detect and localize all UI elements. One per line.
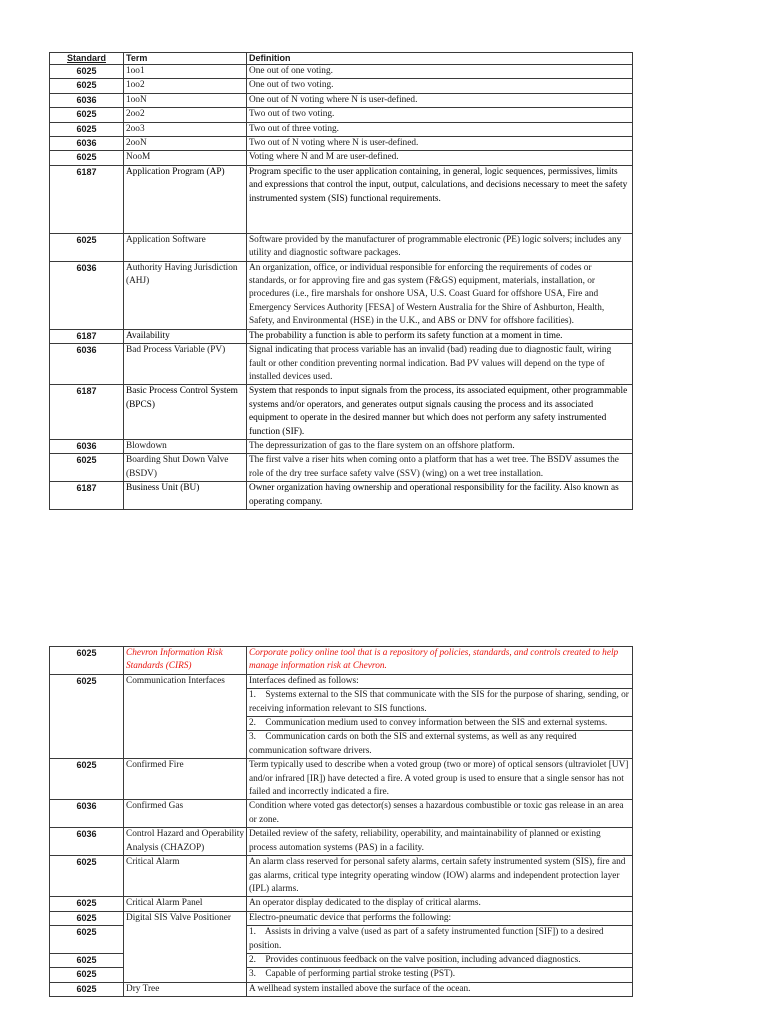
standard-cell: 6025	[50, 151, 124, 165]
table-row	[50, 329, 633, 343]
definition-cell: Two out of N voting where N is user-defined.	[247, 137, 633, 151]
term-cell: Critical Alarm Panel	[124, 897, 247, 911]
definition-cell: One out of two voting.	[247, 79, 633, 93]
standard-cell: 6036	[50, 93, 124, 107]
definition-cell: Condition where voted gas detector(s) senses a hazardous combustible or toxic gas release in an area or zone.	[247, 800, 633, 828]
standard-cell: 6025	[50, 454, 124, 482]
table-row	[50, 482, 633, 510]
standard-cell: 6036	[50, 828, 124, 856]
definition-cell	[247, 674, 633, 758]
list-text: Capable of performing partial stroke testing (PST).	[265, 969, 456, 980]
term-cell: Authority Having Jurisdiction (AHJ)	[124, 261, 247, 329]
header-row	[50, 53, 633, 65]
standard-cell: 6187	[50, 329, 124, 343]
standard-cell: 6187	[50, 482, 124, 510]
standard-cell: 6187	[50, 165, 124, 233]
standard-cell: 6025	[50, 982, 124, 996]
definition-cell: One out of one voting.	[247, 65, 633, 79]
standard-cell: 6025	[50, 759, 124, 800]
term-cell: Application Program (AP)	[124, 165, 247, 233]
table-row	[50, 674, 633, 758]
definition-cell: The probability a function is able to perform its safety function at a moment in time.	[247, 329, 633, 343]
term-cell: Digital SIS Valve Positioner	[124, 911, 247, 982]
definition-cell: System that responds to input signals from the process, its associated equipment, other programmable systems and/or operators, and generates output signals causing the process and its associated equipment to operate in the desired manner but which does not perform any safety instrumented function (SIF).	[247, 385, 633, 440]
standard-cell: 6187	[50, 385, 124, 440]
standard-cell: 6025	[50, 65, 124, 79]
table-row	[50, 800, 633, 828]
standard-cell: 6025	[50, 122, 124, 136]
standard-cell: 6036	[50, 137, 124, 151]
term-cell: Availability	[124, 329, 247, 343]
table-row	[50, 151, 633, 165]
term-cell: Control Hazard and Operability Analysis (CHAZOP)	[124, 828, 247, 856]
table-row	[50, 982, 633, 996]
list-number: 1.	[249, 927, 256, 938]
glossary-table-1	[49, 52, 633, 510]
term-cell: Application Software	[124, 233, 247, 261]
table-row	[50, 454, 633, 482]
definition-cell: Program specific to the user application containing, in general, logic sequences, permissives, limits and expressions that control the input, output, calculations, and decisions necessary to meet the safety instrumented system (SIS) functional requirements.	[247, 165, 633, 233]
definition-intro: Interfaces defined as follows:	[247, 675, 632, 689]
definition-cell: Term typically used to describe when a voted group (two or more) of optical sensors (ultraviolet [UV] and/or infrared [IR]) have detected a fire. A voted group is used to ensure that a single sensor has not failed and incorrectly indicated a fire.	[247, 759, 633, 800]
definition-cell: Two out of three voting.	[247, 122, 633, 136]
term-cell: 2ooN	[124, 137, 247, 151]
table-row	[50, 122, 633, 136]
term-cell: Boarding Shut Down Valve (BSDV)	[124, 454, 247, 482]
term-cell: Critical Alarm	[124, 856, 247, 897]
term-cell: 1ooN	[124, 93, 247, 107]
term-cell: Confirmed Gas	[124, 800, 247, 828]
table-row	[50, 137, 633, 151]
definition-list-item	[247, 926, 633, 954]
list-number: 3.	[249, 732, 256, 743]
list-number: 1.	[249, 690, 256, 701]
definition-list-item	[247, 953, 633, 967]
list-number: 2.	[249, 954, 256, 965]
standard-cell: 6025	[50, 968, 124, 982]
table-row	[50, 439, 633, 453]
definition-cell: The first valve a riser hits when coming onto a platform that has a wet tree. The BSDV assumes the role of the dry tree surface safety valve (SSV) (wing) on a wet tree installation.	[247, 454, 633, 482]
term-cell: Confirmed Fire	[124, 759, 247, 800]
standard-cell: 6036	[50, 261, 124, 329]
glossary-table-2	[49, 646, 633, 997]
definition-cell: The depressurization of gas to the flare system on an offshore platform.	[247, 439, 633, 453]
table-row	[50, 93, 633, 107]
term-cell: 2oo2	[124, 108, 247, 122]
term-cell: Chevron Information Risk Standards (CIRS)	[124, 647, 247, 675]
standard-cell: 6025	[50, 79, 124, 93]
table-row	[50, 233, 633, 261]
standard-cell: 6025	[50, 233, 124, 261]
definition-cell: Signal indicating that process variable has an invalid (bad) reading due to diagnostic fault, wiring fault or other condition preventing normal indication. Bad PV values will depend on the type of installed devices used.	[247, 344, 633, 385]
list-text: Communication medium used to convey information between the SIS and external systems.	[265, 718, 608, 729]
standard-cell: 6025	[50, 953, 124, 967]
definition-list-item	[247, 689, 632, 717]
definition-cell: Software provided by the manufacturer of programmable electronic (PE) logic solvers; includes any utility and diagnostic software packages.	[247, 233, 633, 261]
standard-cell: 6025	[50, 647, 124, 675]
table-row	[50, 165, 633, 233]
table-row	[50, 647, 633, 675]
definition-cell: Two out of two voting.	[247, 108, 633, 122]
definition-cell: An organization, office, or individual responsible for enforcing the requirements of codes or standards, or for approving fire and gas system (F&GS) equipment, materials, installation, or procedures (i.e., fire marshals for onshore USA, U.S. Coast Guard for offshore USA, Fire and Emergency Services Authority [FESA] of Western Australia for the Shire of Ashburton, Health, Safety, and Environmental (HSE) in the U.K., and ABS or DNV for offshore facilities).	[247, 261, 633, 329]
term-cell: 2oo3	[124, 122, 247, 136]
table-row	[50, 344, 633, 385]
table-row	[50, 911, 633, 925]
definition-cell: Detailed review of the safety, reliability, operability, and maintainability of planned or existing process automation systems (PAS) in a facility.	[247, 828, 633, 856]
header-standard: Standard	[50, 53, 124, 65]
table-row	[50, 79, 633, 93]
list-number: 3.	[249, 969, 256, 980]
term-cell: Bad Process Variable (PV)	[124, 344, 247, 385]
term-cell: Dry Tree	[124, 982, 247, 996]
standard-cell: 6036	[50, 800, 124, 828]
standard-cell: 6025	[50, 674, 124, 758]
standard-cell: 6025	[50, 108, 124, 122]
definition-list-item	[247, 968, 633, 982]
standard-cell: 6036	[50, 344, 124, 385]
standard-cell: 6025	[50, 856, 124, 897]
list-text: Communication cards on both the SIS and external systems, as well as any required communication software drivers.	[249, 732, 577, 756]
definition-cell: Voting where N and M are user-defined.	[247, 151, 633, 165]
standard-cell: 6025	[50, 897, 124, 911]
header-term: Term	[124, 53, 247, 65]
term-cell: Communication Interfaces	[124, 674, 247, 758]
term-cell: Blowdown	[124, 439, 247, 453]
definition-cell: Electro-pneumatic device that performs the following:	[247, 911, 633, 925]
list-text: Systems external to the SIS that communicate with the SIS for the purpose of sharing, sending, or receiving information relevant to SIS functions.	[249, 690, 629, 714]
table-row	[50, 385, 633, 440]
standard-cell: 6025	[50, 926, 124, 954]
table-row	[50, 65, 633, 79]
table-row	[50, 828, 633, 856]
definition-cell: One out of N voting where N is user-defined.	[247, 93, 633, 107]
term-cell: 1oo2	[124, 79, 247, 93]
standard-cell: 6025	[50, 911, 124, 925]
term-cell: 1oo1	[124, 65, 247, 79]
list-text: Provides continuous feedback on the valve position, including advanced diagnostics.	[265, 954, 581, 965]
term-cell: NooM	[124, 151, 247, 165]
list-text: Assists in driving a valve (used as part of a safety instrumented function [SIF]) to a desired position.	[249, 927, 604, 951]
term-cell: Basic Process Control System (BPCS)	[124, 385, 247, 440]
definition-list-item	[247, 717, 632, 731]
definition-cell: Corporate policy online tool that is a repository of policies, standards, and controls created to help manage information risk at Chevron.	[247, 647, 633, 675]
list-number: 2.	[249, 718, 256, 729]
term-cell: Business Unit (BU)	[124, 482, 247, 510]
definition-cell: An operator display dedicated to the display of critical alarms.	[247, 897, 633, 911]
table-row	[50, 897, 633, 911]
table-row	[50, 261, 633, 329]
table-row	[50, 856, 633, 897]
definition-list-item	[247, 731, 632, 758]
definition-cell: An alarm class reserved for personal safety alarms, certain safety instrumented system (SIS), fire and gas alarms, critical type integrity operating window (IOW) alarms and independent protection layer (IPL) alarms.	[247, 856, 633, 897]
header-definition: Definition	[247, 53, 633, 65]
table-row	[50, 759, 633, 800]
definition-cell: A wellhead system installed above the surface of the ocean.	[247, 982, 633, 996]
definition-cell: Owner organization having ownership and operational responsibility for the facility. Also known as operating company.	[247, 482, 633, 510]
standard-cell: 6036	[50, 439, 124, 453]
table-row	[50, 108, 633, 122]
